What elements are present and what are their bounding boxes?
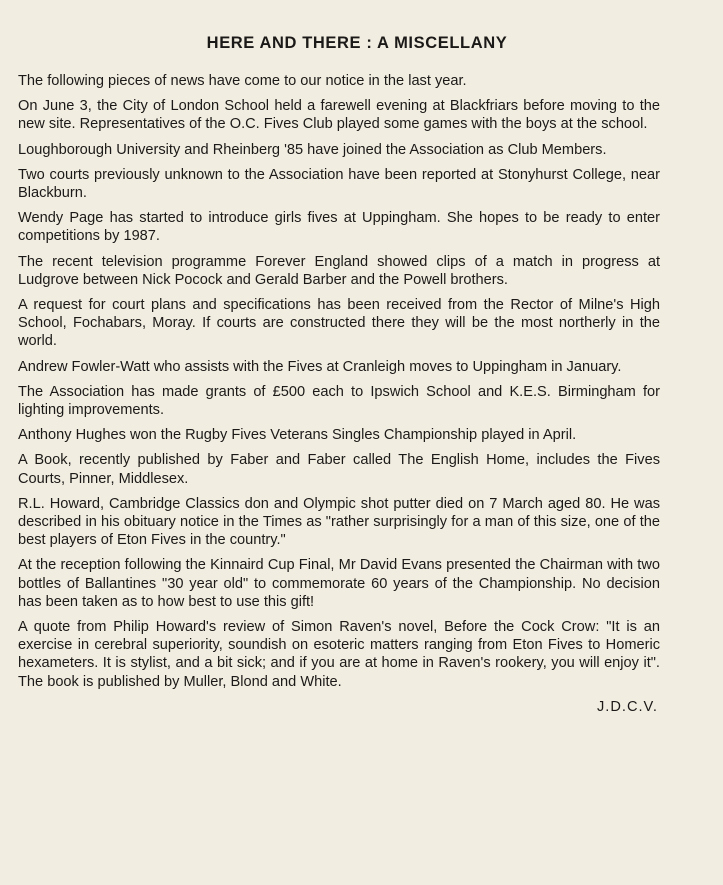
paragraph-milnes-high-school: A request for court plans and specifications has been received from the Rector of Milne's High School, Fochabars, Moray. If courts are constructed there they will be the most northerly in the world. bbox=[18, 297, 660, 350]
paragraph-stonyhurst: Two courts previously unknown to the Association have been reported at Stonyhurst College, near Blackburn. bbox=[18, 166, 660, 202]
paragraph-loughborough: Loughborough University and Rheinberg '85 have joined the Association as Club Members. bbox=[18, 141, 607, 158]
author-signature: J.D.C.V. bbox=[597, 698, 658, 715]
paragraph-anthony-hughes: Anthony Hughes won the Rugby Fives Veterans Singles Championship played in April. bbox=[18, 427, 577, 444]
paragraph-wendy-page: Wendy Page has started to introduce girls fives at Uppingham. She hopes to be ready to enter competitions by 1987. bbox=[18, 210, 660, 245]
paragraph-philip-howard-review: A quote from Philip Howard's review of Simon Raven's novel, Before the Cock Crow: "It is an exercise in cerebral superiority, soundish on esoteric matters ranging from Eton Fives to Homeric hexameters. It is stylist, and a bit sick; and if you are at home in Raven's rookery, you will enjoy it". The book is published by Muller, Blond and White. bbox=[18, 619, 660, 690]
paragraph-fowler-watt: Andrew Fowler-Watt who assists with the Fives at Cranleigh moves to Uppingham in January. bbox=[18, 358, 622, 375]
paragraph-rl-howard: R.L. Howard, Cambridge Classics don and Olympic shot putter died on 7 March aged 80. He was described in his obituary notice in the Times as "rather surprisingly for a man of this size, one of the best players of Eton Fives in the country." bbox=[18, 495, 660, 549]
document-page bbox=[18, 34, 660, 716]
paragraph-kinnaird-cup: At the reception following the Kinnaird Cup Final, Mr David Evans presented the Chairman with two bottles of Ballantines "30 year old" to commemorate 60 years of the Championship. No decision has been taken as to how best to use this gift! bbox=[18, 557, 660, 610]
paragraph-grants: The Association has made grants of £500 each to Ipswich School and K.E.S. Birmingham for lighting improvements. bbox=[18, 383, 660, 419]
paragraph-english-home: A Book, recently published by Faber and Faber called The English Home, includes the Fives Courts, Pinner, Middlesex. bbox=[18, 452, 660, 487]
page-title: HERE AND THERE : A MISCELLANY bbox=[206, 34, 508, 52]
paragraph-forever-england: The recent television programme Forever England showed clips of a match in progress at Ludgrove between Nick Pocock and Gerald Barber and the Powell brothers. bbox=[18, 253, 660, 288]
paragraph-intro: The following pieces of news have come to our notice in the last year. bbox=[18, 73, 467, 89]
paragraph-city-of-london: On June 3, the City of London School held a farewell evening at Blackfriars before moving to the new site. Representatives of the O.C. Fives Club played some games with the boys at the school. bbox=[18, 98, 660, 133]
